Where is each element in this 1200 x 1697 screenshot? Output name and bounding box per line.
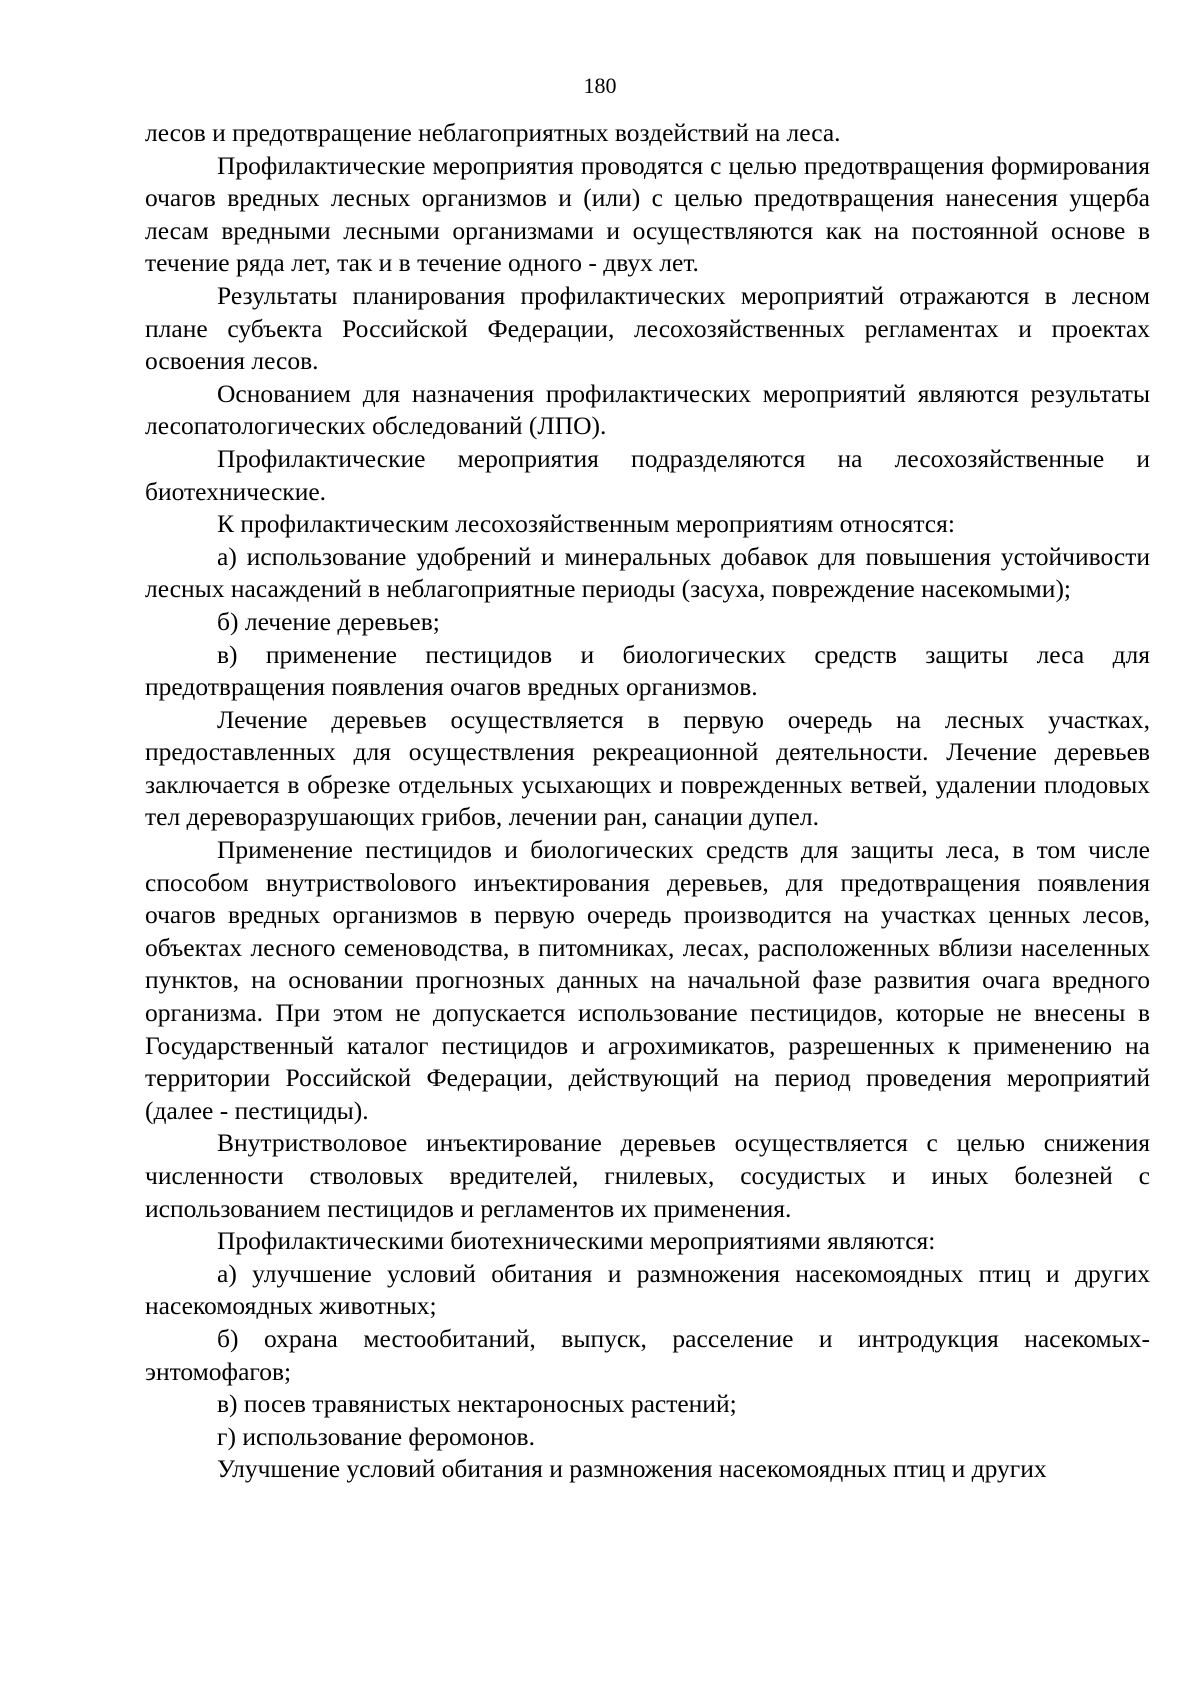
list-item: в) посев травянистых нектароносных растений; [217,1389,737,1419]
paragraph: К профилактическим лесохозяйственным мероприятиям относятся: [217,509,955,539]
paragraph: Внутриствoловое инъектирование деревьев осуществляется с целью снижения численности стволовых вредителей, гнилевых, сосудистых и иных болезней с использованием пестицидов и регламентов их применения. [145,1128,1150,1223]
list-item: а) улучшение условий обитания и размножения насекомоядных птиц и других насекомоядных животных; [145,1258,1150,1321]
list-item: б) лечение деревьев; [217,606,440,636]
list-item: б) охрана местообитаний, выпуск, расселение и интродукция насекомых-энтомофагов; [145,1323,1150,1386]
body-text [145,117,1150,1486]
paragraph: Профилактические мероприятия подразделяются на лесохозяйственные и биотехнические. [145,443,1150,506]
paragraph: Улучшение условий обитания и размножения насекомоядных птиц и других [217,1454,1047,1484]
list-item: а) использование удобрений и минеральных добавок для повышения устойчивости лесных насаждений в неблагоприятные периоды (засуха, повреждение насекомыми); [145,541,1150,604]
paragraph: Результаты планирования профилактических мероприятий отражаются в лесном плане субъекта Российской Федерации, лесохозяйственных регламентах и проектах освоения лесов. [145,280,1150,376]
paragraph: Применение пестицидов и биологических средств для защиты леса, в том числе способом внутриствolового инъектирования деревьев, для предотвращения появления очагов вредных организмов в первую очередь производится на участках ценных лесов, объектах лесного семеноводства, в питомниках, лесах, расположенных вблизи населенных пунктов, на основании прогнозных данных на начальной фазе развития очага вредного организма. При этом не допускается использование пестицидов, которые не внесены в Государственный каталог пестицидов и агрохимикатов, разрешенных к применению на территории Российской Федерации, действующий на период проведения мероприятий (далее - пестициды). [145,835,1150,1125]
list-item: г) использование феромонов. [217,1421,535,1451]
paragraph: Профилактические мероприятия проводятся с целью предотвращения формирования очагов вредных лесных организмов и (или) с целью предотвращения нанесения ущерба лесам вредными лесными организмами и осуществляются как на постоянной основе в течение ряда лет, так и в течение одного - двух лет. [145,150,1150,278]
paragraph: лесов и предотвращение неблагоприятных воздействий на леса. [145,118,841,147]
paragraph: Основанием для назначения профилактических мероприятий являются результаты лесопатологических обследований (ЛПО). [145,378,1150,441]
list-item: в) применение пестицидов и биологических средств защиты леса для предотвращения появления очагов вредных организмов. [145,639,1150,702]
page-number: 180 [583,73,617,98]
paragraph: Профилактическими биотехническими мероприятиями являются: [217,1226,936,1256]
paragraph: Лечение деревьев осуществляется в первую очередь на лесных участках, предоставленных для осуществления рекреационной деятельности. Лечение деревьев заключается в обрезке отдельных усыхающих и поврежденных ветвей, удалении плодовых тел дереворазрушающих грибов, лечении ран, санации дупел. [145,704,1150,832]
